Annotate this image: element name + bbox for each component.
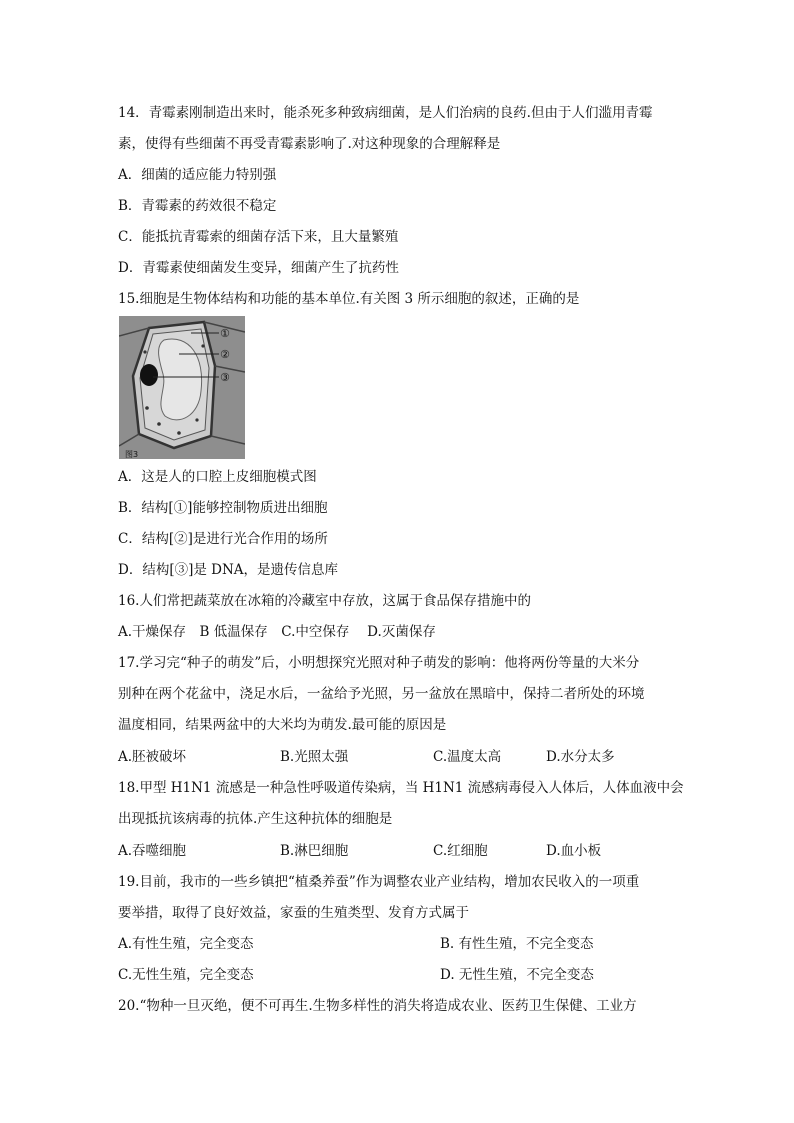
q17-option-c: C.温度太高 (433, 749, 502, 765)
q15-stem: 15.细胞是生物体结构和功能的基本单位.有关图 3 所示细胞的叙述，正确的是 (118, 291, 580, 307)
q19-option-d: D. 无性生殖，不完全变态 (440, 967, 594, 983)
q19-stem-line1: 19.目前，我市的一些乡镇把“植桑养蚕”作为调整农业产业结构，增加农民收入的一项重 (118, 874, 640, 890)
figure-label-1: ① (220, 327, 230, 340)
q19-stem-line2: 要举措，取得了良好效益，家蚕的生殖类型、发育方式属于 (118, 905, 469, 921)
q17-option-a: A.胚被破坏 (118, 749, 187, 765)
q18-option-a: A.吞噬细胞 (118, 843, 187, 859)
nucleus (140, 364, 158, 386)
q18-stem-line1: 18.甲型 H1N1 流感是一种急性呼吸道传染病，当 H1N1 流感病毒侵入人体后，人体血液中会 (118, 780, 684, 796)
q16-stem: 16.人们常把蔬菜放在冰箱的冷藏室中存放，这属于食品保存措施中的 (118, 593, 531, 609)
q15-option-c: C．结构[②]是进行光合作用的场所 (118, 531, 328, 547)
figure-label-2: ② (220, 348, 230, 361)
q19-option-a: A.有性生殖，完全变态 (118, 936, 254, 952)
q18-option-d: D.血小板 (546, 843, 602, 859)
q17-stem-line2: 别种在两个花盆中，浇足水后，一盆给予光照，另一盆放在黑暗中，保持二者所处的环境 (118, 686, 645, 702)
q17-stem-line3: 温度相同，结果两盆中的大米均为萌发.最可能的原因是 (118, 717, 447, 733)
q15-option-d: D．结构[③]是 DNA，是遗传信息库 (118, 562, 339, 578)
q17-option-d: D.水分太多 (546, 749, 615, 765)
q14-stem-line1: 14．青霉素刚制造出来时，能杀死多种致病细菌，是人们治病的良药.但由于人们滥用青霉 (118, 105, 653, 121)
q17-stem-line1: 17.学习完“种子的萌发”后，小明想探究光照对种子萌发的影响：他将两份等量的大米分 (118, 655, 640, 671)
q19-option-b: B. 有性生殖，不完全变态 (440, 936, 594, 952)
plant-cell-diagram (119, 316, 245, 459)
q20-stem-line1: 20.“物种一旦灭绝，便不可再生.生物多样性的消失将造成农业、医药卫生保健、工业方 (118, 998, 637, 1014)
q14-option-d: D．青霉素使细菌发生变异，细菌产生了抗药性 (118, 260, 399, 276)
q18-stem-line2: 出现抵抗该病毒的抗体.产生这种抗体的细胞是 (118, 811, 393, 827)
q15-option-b: B．结构[①]能够控制物质进出细胞 (118, 500, 328, 516)
q19-option-c: C.无性生殖，完全变态 (118, 967, 254, 983)
q18-option-b: B.淋巴细胞 (280, 843, 349, 859)
q17-option-b: B.光照太强 (280, 749, 349, 765)
q15-option-a: A．这是人的口腔上皮细胞模式图 (118, 469, 317, 485)
figure-label-3: ③ (220, 371, 230, 384)
q14-option-b: B．青霉素的药效很不稳定 (118, 198, 277, 214)
q14-stem-line2: 素，使得有些细菌不再受青霉素影响了.对这种现象的合理解释是 (118, 136, 501, 152)
q18-option-c: C.红细胞 (433, 843, 488, 859)
figure-caption: 图3 (125, 450, 139, 459)
q14-option-a: A．细菌的适应能力特别强 (118, 167, 277, 183)
q16-options: A.干燥保存 B 低温保存 C.中空保存 D.灭菌保存 (118, 624, 436, 640)
q14-option-c: C．能抵抗青霉索的细菌存活下来，且大量繁殖 (118, 229, 399, 245)
plant-cell-figure (119, 316, 245, 459)
